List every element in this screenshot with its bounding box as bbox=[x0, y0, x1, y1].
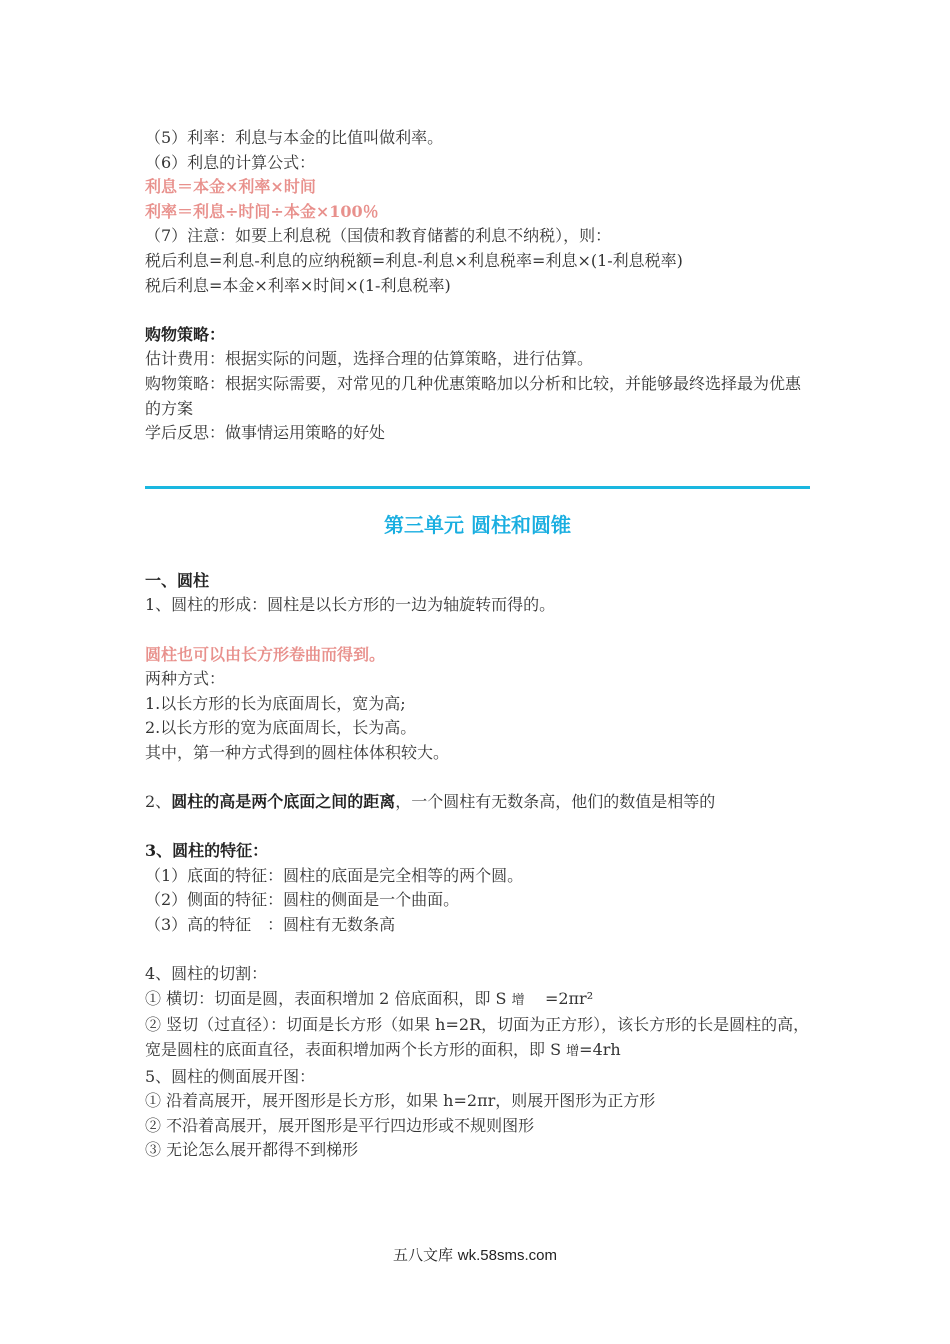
footer-brand: 五八文库 bbox=[393, 1246, 454, 1264]
page-footer bbox=[0, 1244, 950, 1265]
cut-1-text: ① 横切：切面是圆，表面积增加 2 倍底面积，即 S bbox=[145, 988, 507, 1008]
cut-2-text: ② 竖切（过直径）：切面是长方形（如果 h=2R，切面为正方形），该长方形的长是圆柱的高，宽是圆柱的底面直径，表面积增加两个长方形的面积，即 S bbox=[145, 1015, 810, 1059]
cylinder-height-prefix: 2、 bbox=[145, 792, 172, 812]
interest-tax-note: （7）注意：如要上利息税（国债和教育储蓄的利息不纳税），则： bbox=[145, 226, 612, 246]
feature-3: （3）高的特征 ：圆柱有无数条高 bbox=[145, 915, 396, 935]
interest-formula-heading: （6）利息的计算公式： bbox=[145, 152, 316, 172]
feature-1: （1）底面的特征：圆柱的底面是完全相等的两个圆。 bbox=[145, 865, 524, 885]
shopping-strategy: 购物策略：根据实际需要，对常见的几种优惠策略加以分析和比较，并能够最终选择最为优惠的方案 bbox=[145, 373, 802, 418]
cut-2-subscript: 增 bbox=[566, 1044, 580, 1059]
section-divider bbox=[145, 486, 810, 489]
spacer bbox=[145, 815, 810, 840]
unfold-1: ① 沿着高展开，展开图形是长方形，如果 h=2πr，则展开图形为正方形 bbox=[145, 1091, 656, 1111]
cylinder-height bbox=[145, 790, 810, 815]
cut-heading: 4、圆柱的切割： bbox=[145, 964, 268, 984]
unfold-2: ② 不沿着高展开，展开图形是平行四边形或不规则图形 bbox=[145, 1115, 535, 1135]
spacer bbox=[145, 618, 810, 643]
spacer bbox=[145, 298, 810, 323]
cut-2-formula: =4rh bbox=[579, 1040, 621, 1059]
shopping-reflection: 学后反思：做事情运用策略的好处 bbox=[145, 423, 386, 443]
cylinder-section-heading: 一、圆柱 bbox=[145, 570, 210, 590]
cylinder-roll-note: 圆柱也可以由长方形卷曲而得到。 bbox=[145, 644, 386, 664]
spacer bbox=[145, 539, 810, 569]
unfold-heading: 5、圆柱的侧面展开图： bbox=[145, 1066, 316, 1086]
interest-rate-definition: （5）利率：利息与本金的比值叫做利率。 bbox=[145, 128, 444, 147]
features-heading: 3、圆柱的特征： bbox=[145, 841, 269, 861]
way-1: 1.以长方形的长为底面周长，宽为高; bbox=[145, 693, 406, 713]
cylinder-height-bold: 圆柱的高是两个底面之间的距离 bbox=[171, 792, 396, 812]
cut-2 bbox=[145, 1013, 810, 1064]
cylinder-formation: 1、圆柱的形成：圆柱是以长方形的一边为轴旋转而得的。 bbox=[145, 595, 556, 615]
cut-1 bbox=[145, 987, 810, 1014]
cylinder-height-rest: ，一个圆柱有无数条高，他们的数值是相等的 bbox=[395, 792, 716, 812]
unit-title: 第三单元 圆柱和圆锥 bbox=[384, 512, 571, 537]
spacer bbox=[145, 765, 810, 790]
footer-site-link[interactable]: wk.58sms.com bbox=[457, 1247, 557, 1264]
interest-formula-2: 利率＝利息÷时间÷本金×100％ bbox=[145, 201, 379, 221]
document-body bbox=[145, 126, 810, 1163]
unfold-3: ③ 无论怎么展开都得不到梯形 bbox=[145, 1140, 359, 1160]
shopping-estimate: 估计费用：根据实际的问题，选择合理的估算策略，进行估算。 bbox=[145, 349, 594, 369]
way-compare: 其中，第一种方式得到的圆柱体体积较大。 bbox=[145, 742, 450, 762]
feature-2: （2）侧面的特征：圆柱的侧面是一个曲面。 bbox=[145, 890, 460, 910]
shopping-heading: 购物策略： bbox=[145, 324, 226, 344]
cut-1-formula: =2πr² bbox=[544, 988, 594, 1008]
two-ways-heading: 两种方式： bbox=[145, 669, 226, 689]
interest-formula-1: 利息＝本金×利率×时间 bbox=[145, 177, 316, 197]
cut-1-subscript: 增 bbox=[511, 992, 525, 1008]
spacer bbox=[145, 938, 810, 963]
interest-tax-formula-1: 税后利息=利息-利息的应纳税额=利息-利息×利息税率=利息×(1-利息税率) bbox=[145, 250, 683, 270]
interest-tax-formula-2: 税后利息=本金×利率×时间×(1-利息税率) bbox=[145, 275, 451, 295]
way-2: 2.以长方形的宽为底面周长，长为高。 bbox=[145, 718, 417, 738]
